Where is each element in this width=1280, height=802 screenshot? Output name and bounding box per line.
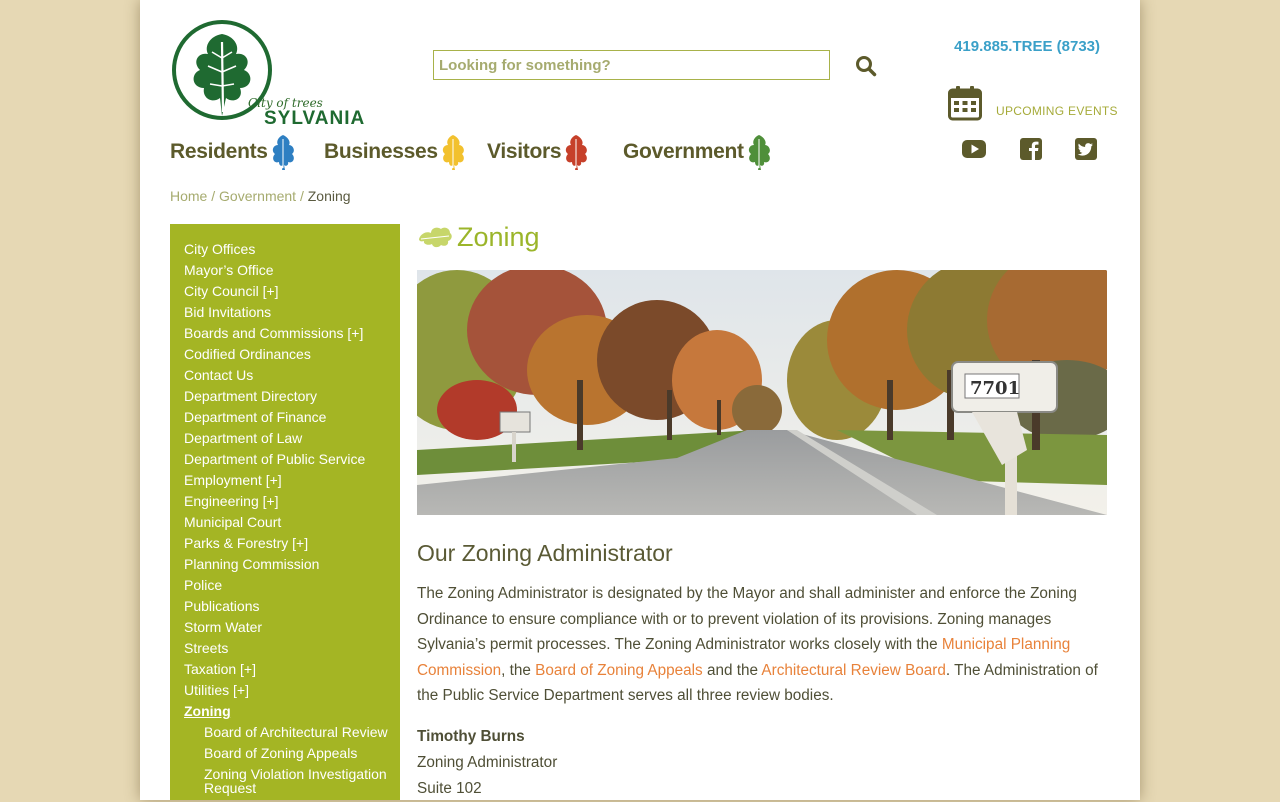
sidebar-item-planning-commission[interactable]: [184, 554, 400, 575]
breadcrumb-government[interactable]: Government: [219, 188, 297, 204]
sidebar-subitem-architectural-review[interactable]: [184, 722, 400, 743]
search-icon: [855, 55, 877, 77]
sidebar-item-employment[interactable]: [184, 470, 400, 491]
sidebar-item-taxation[interactable]: [184, 659, 400, 680]
hero-image: [417, 270, 1107, 515]
breadcrumb-current: Zoning: [307, 188, 351, 204]
sidebar-item-zoning[interactable]: [184, 701, 400, 722]
sidebar-item-label[interactable]: Bid Invitations: [184, 304, 272, 320]
sidebar-item-label[interactable]: Zoning: [184, 703, 231, 719]
sidebar-item-publications[interactable]: [184, 596, 400, 617]
sidebar-item-department-public-service[interactable]: [184, 449, 400, 470]
leaf-icon: [563, 134, 589, 170]
upcoming-events-link[interactable]: UPCOMING EVENTS: [996, 104, 1118, 118]
nav-residents-label: Residents: [170, 140, 268, 163]
sidebar-subitem-label[interactable]: Zoning Violation Investigation Request: [204, 766, 387, 796]
sidebar-item-department-directory[interactable]: [184, 386, 400, 407]
nav-visitors[interactable]: [487, 134, 589, 170]
sidebar-item-utilities[interactable]: [184, 680, 400, 701]
logo-tagline: City of trees: [248, 96, 323, 110]
sidebar-item-label[interactable]: Department Directory: [184, 388, 318, 404]
leaf-icon: [270, 134, 296, 170]
breadcrumb: [170, 188, 351, 204]
sidebar-menu: [170, 224, 400, 800]
main-content: [417, 222, 1107, 802]
nav-government-label: Government: [623, 140, 744, 163]
leaf-icon: [417, 225, 453, 249]
twitter-icon[interactable]: [1075, 138, 1099, 160]
nav-businesses-label: Businesses: [324, 140, 438, 163]
contact-name: Timothy Burns: [417, 727, 525, 745]
sidebar-item-streets[interactable]: [184, 638, 400, 659]
breadcrumb-home[interactable]: Home: [170, 188, 208, 204]
phone-link[interactable]: 419.885.TREE (8733): [954, 38, 1100, 55]
sidebar-item-bid-invitations[interactable]: [184, 302, 400, 323]
sidebar-item-city-offices[interactable]: [184, 239, 400, 260]
sidebar-subitem-zoning-appeals[interactable]: [184, 743, 400, 764]
paragraph-text: . The Administration of the Public Service Department serves all three review bodies.: [417, 661, 1098, 704]
zoning-appeals-link[interactable]: Board of Zoning Appeals: [535, 661, 703, 679]
contact-block: [417, 724, 1107, 802]
sidebar-item-label[interactable]: Utilities [+]: [184, 682, 249, 698]
search-input[interactable]: [433, 50, 830, 80]
architectural-review-link[interactable]: Architectural Review Board: [761, 661, 946, 679]
sidebar-item-label[interactable]: Department of Law: [184, 430, 303, 446]
sidebar-item-label[interactable]: Codified Ordinances: [184, 346, 311, 362]
sidebar-item-parks-forestry[interactable]: [184, 533, 400, 554]
sidebar-item-municipal-court[interactable]: [184, 512, 400, 533]
nav-visitors-label: Visitors: [487, 140, 562, 163]
sidebar-item-boards-commissions[interactable]: [184, 323, 400, 344]
sidebar-item-label[interactable]: Engineering [+]: [184, 493, 279, 509]
sidebar-item-label[interactable]: Publications: [184, 598, 260, 614]
sidebar-item-label[interactable]: Mayor’s Office: [184, 262, 274, 278]
sidebar-item-label[interactable]: Municipal Court: [184, 514, 282, 530]
facebook-icon[interactable]: [1020, 138, 1044, 160]
sidebar-item-label[interactable]: City Council [+]: [184, 283, 279, 299]
sidebar-item-label[interactable]: Police: [184, 577, 223, 593]
sidebar-subitem-label[interactable]: Board of Architectural Review: [204, 724, 388, 740]
sidebar-item-police[interactable]: [184, 575, 400, 596]
nav-residents[interactable]: [170, 134, 296, 170]
paragraph-text: The Zoning Administrator is designated by the Mayor and shall administer and enforce the Zoning Ordinance to ensure compliance with or to prevent violation of its provisions. Zoning manages Sylvania’s permit processes. The Zoning Administrator works closely with the: [417, 585, 1077, 653]
calendar-icon[interactable]: [948, 85, 982, 121]
sidebar-item-label[interactable]: Employment [+]: [184, 472, 282, 488]
sidebar-item-label[interactable]: Contact Us: [184, 367, 254, 383]
planning-commission-link[interactable]: Municipal Planning Commission: [417, 636, 1071, 679]
sidebar-item-label[interactable]: Boards and Commissions [+]: [184, 325, 364, 341]
sidebar-item-engineering[interactable]: [184, 491, 400, 512]
leaf-icon: [440, 134, 466, 170]
sidebar-item-codified-ordinances[interactable]: [184, 344, 400, 365]
page-title-row: [417, 222, 1107, 252]
contact-role: Zoning Administrator: [417, 753, 558, 771]
page-container: [140, 0, 1140, 800]
sidebar-item-contact-us[interactable]: [184, 365, 400, 386]
youtube-icon[interactable]: [962, 138, 986, 160]
sidebar-subitem-violation-request[interactable]: [184, 764, 400, 795]
sidebar-item-mayors-office[interactable]: [184, 260, 400, 281]
sidebar-item-department-law[interactable]: [184, 428, 400, 449]
nav-businesses[interactable]: [324, 134, 466, 170]
sidebar-item-storm-water[interactable]: [184, 617, 400, 638]
sidebar-item-city-council[interactable]: [184, 281, 400, 302]
sidebar-item-label[interactable]: Parks & Forestry [+]: [184, 535, 309, 551]
nav-government[interactable]: [623, 134, 772, 170]
sidebar-item-label[interactable]: Streets: [184, 640, 229, 656]
contact-suite: Suite 102: [417, 779, 482, 797]
paragraph-text: , the: [501, 661, 536, 679]
sidebar-subitem-label[interactable]: Board of Zoning Appeals: [204, 745, 358, 761]
sidebar-item-department-finance[interactable]: [184, 407, 400, 428]
paragraph-text: and the: [702, 661, 762, 679]
breadcrumb-separator: /: [207, 188, 220, 204]
hero-mailbox-number: 7701: [970, 378, 1021, 399]
sidebar-item-label[interactable]: Storm Water: [184, 619, 263, 635]
sidebar-item-label[interactable]: Planning Commission: [184, 556, 320, 572]
leaf-icon: [746, 134, 772, 170]
sidebar-item-label[interactable]: Department of Public Service: [184, 451, 366, 467]
search-button[interactable]: [855, 55, 879, 79]
sidebar-item-label[interactable]: Taxation [+]: [184, 661, 256, 677]
breadcrumb-separator: /: [296, 188, 308, 204]
description-paragraph: [417, 581, 1107, 709]
sidebar-item-label[interactable]: City Offices: [184, 241, 256, 257]
section-heading: Our Zoning Administrator: [417, 540, 673, 566]
site-logo[interactable]: [170, 18, 366, 130]
sidebar-item-label[interactable]: Department of Finance: [184, 409, 327, 425]
logo-wordmark: SYLVANIA: [264, 108, 366, 129]
page-title: Zoning: [457, 221, 540, 252]
